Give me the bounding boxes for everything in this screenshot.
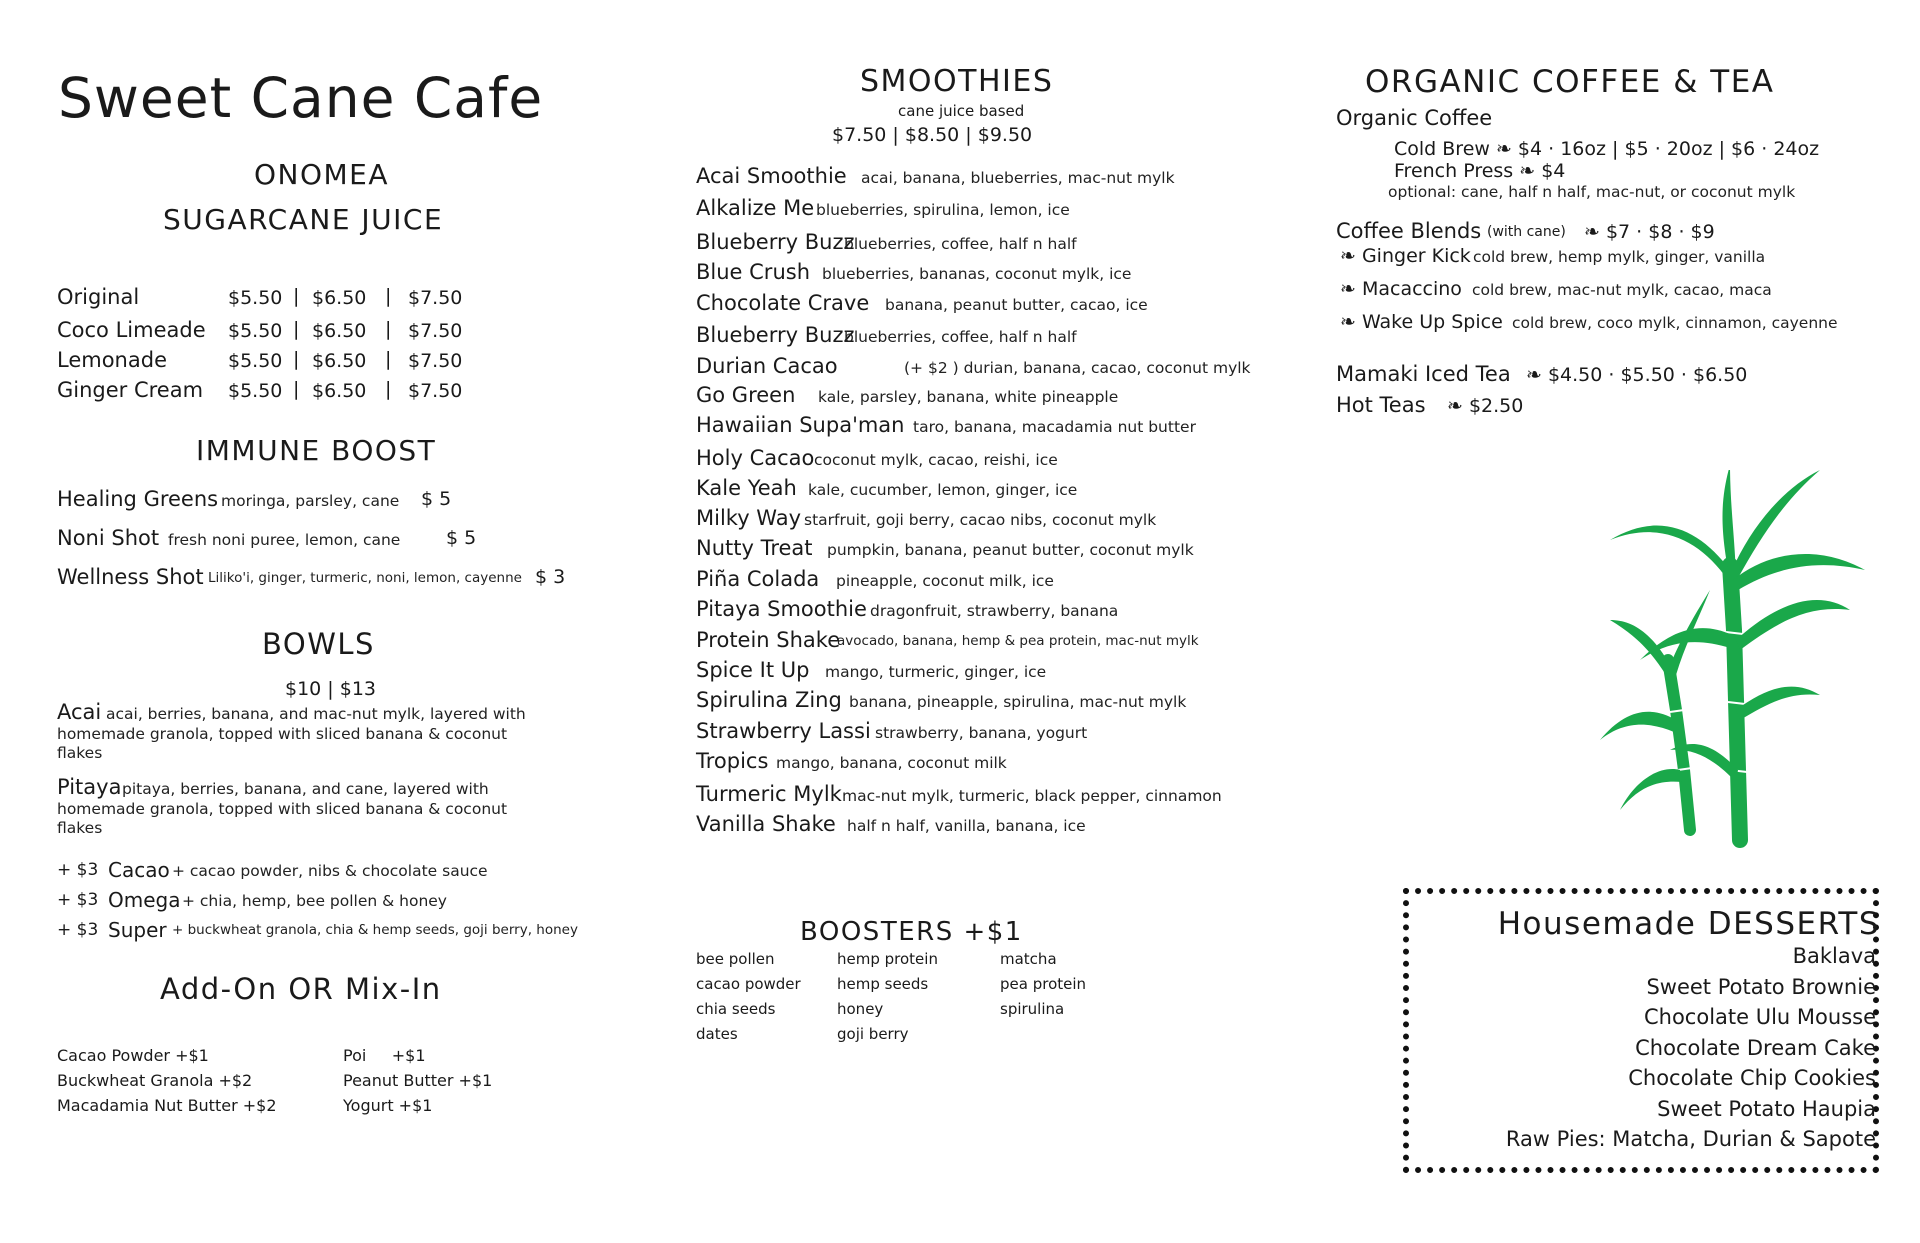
- immune-desc: fresh noni puree, lemon, cane: [168, 531, 401, 549]
- immune-name: Wellness Shot: [57, 565, 204, 589]
- smoothie-name: Holy Cacao: [696, 446, 815, 470]
- desserts-heading: Housemade DESSERTS: [1497, 906, 1880, 942]
- smoothie-desc: banana, peanut butter, cacao, ice: [885, 296, 1148, 314]
- booster-item: pea protein: [1000, 975, 1087, 993]
- price-divider: |: [385, 318, 392, 340]
- smoothie-name: Alkalize Me: [696, 196, 815, 220]
- blend-name: ❧ Ginger Kick: [1340, 245, 1471, 267]
- booster-item: matcha: [1000, 950, 1057, 968]
- smoothie-name: Turmeric Mylk: [696, 782, 842, 806]
- upgrade-name: Cacao: [108, 858, 170, 882]
- french-press-line: French Press ❧ $4: [1394, 160, 1566, 182]
- price-divider: |: [385, 378, 392, 400]
- blend-desc: cold brew, coco mylk, cinnamon, cayenne: [1512, 314, 1838, 332]
- cafe-title: Sweet Cane Cafe: [58, 66, 544, 130]
- juice-price-small: $5.50: [228, 320, 283, 342]
- dessert-item: Chocolate Dream Cake: [1635, 1035, 1876, 1060]
- price-divider: |: [293, 318, 300, 340]
- juice-price-medium: $6.50: [312, 380, 367, 402]
- smoothie-desc: acai, banana, blueberries, mac-nut mylk: [861, 169, 1175, 187]
- addon-heading: Add-On OR Mix-In: [160, 972, 442, 1006]
- price-divider: |: [293, 378, 300, 400]
- smoothie-desc: kale, cucumber, lemon, ginger, ice: [808, 481, 1078, 499]
- addon-item: Buckwheat Granola +$2: [57, 1071, 253, 1090]
- immune-price: $ 3: [535, 566, 566, 588]
- juice-price-large: $7.50: [408, 287, 463, 309]
- bowls-prices: $10 | $13: [285, 678, 377, 700]
- immune-name: Noni Shot: [57, 526, 160, 550]
- smoothie-name: Go Green: [696, 383, 796, 407]
- bowl-desc: homemade granola, topped with sliced banana & coconut: [57, 725, 508, 743]
- juice-heading-1: ONOMEA: [254, 158, 390, 191]
- smoothie-desc: kale, parsley, banana, white pineapple: [818, 388, 1119, 406]
- smoothie-name: Pitaya Smoothie: [696, 597, 867, 621]
- juice-price-medium: $6.50: [312, 350, 367, 372]
- smoothie-desc: mango, turmeric, ginger, ice: [825, 663, 1047, 681]
- addon-item: Cacao Powder +$1: [57, 1046, 209, 1065]
- upgrade-name: Super: [108, 918, 167, 942]
- hot-teas-price: ❧ $2.50: [1447, 395, 1524, 417]
- juice-name: Ginger Cream: [57, 378, 204, 402]
- coffee-blends-price: ❧ $7 · $8 · $9: [1584, 221, 1715, 243]
- smoothie-desc: banana, pineapple, spirulina, mac-nut mylk: [849, 693, 1187, 711]
- upgrade-desc: + cacao powder, nibs & chocolate sauce: [172, 862, 488, 880]
- smoothie-desc: blueberries, coffee, half n half: [844, 235, 1077, 253]
- smoothie-name: Acai Smoothie: [696, 164, 847, 188]
- organic-coffee-label: Organic Coffee: [1336, 106, 1493, 130]
- upgrade-price: + $3: [57, 890, 99, 910]
- booster-item: bee pollen: [696, 950, 775, 968]
- smoothie-name: Blue Crush: [696, 260, 811, 284]
- bowl-desc: acai, berries, banana, and mac-nut mylk, layered with: [106, 705, 526, 723]
- smoothie-desc: pumpkin, banana, peanut butter, coconut mylk: [827, 541, 1194, 559]
- dessert-item: Raw Pies: Matcha, Durian & Sapote: [1505, 1127, 1876, 1151]
- booster-item: dates: [696, 1025, 738, 1043]
- price-divider: |: [385, 348, 392, 370]
- dessert-item: Chocolate Ulu Mousse: [1643, 1005, 1876, 1029]
- mamaki-tea-label: Mamaki Iced Tea: [1336, 362, 1511, 386]
- dessert-item: Sweet Potato Brownie: [1646, 974, 1876, 999]
- smoothie-desc: (+ $2 ) durian, banana, cacao, coconut mylk: [904, 359, 1251, 377]
- immune-desc: Liliko'i, ginger, turmeric, noni, lemon, cayenne: [208, 570, 522, 586]
- immune-price: $ 5: [421, 488, 452, 510]
- juice-name: Coco Limeade: [57, 318, 206, 342]
- dessert-item: Sweet Potato Haupia: [1657, 1096, 1876, 1121]
- price-divider: |: [293, 348, 300, 370]
- juice-name: Original: [57, 285, 140, 309]
- booster-item: honey: [837, 1000, 884, 1018]
- smoothie-name: Spice It Up: [696, 658, 810, 682]
- booster-item: goji berry: [837, 1025, 909, 1043]
- upgrade-name: Omega: [108, 888, 181, 912]
- hot-teas-label: Hot Teas: [1336, 393, 1426, 417]
- booster-item: chia seeds: [696, 1000, 776, 1018]
- boosters-heading: BOOSTERS +$1: [800, 917, 1023, 947]
- smoothie-name: Blueberry Buzz: [696, 323, 855, 347]
- addon-item: Peanut Butter +$1: [343, 1071, 493, 1090]
- smoothie-desc: coconut mylk, cacao, reishi, ice: [814, 451, 1058, 469]
- blend-desc: cold brew, hemp mylk, ginger, vanilla: [1473, 248, 1766, 266]
- cold-brew-line: Cold Brew ❧ $4 · 16oz | $5 · 20oz | $6 · 24oz: [1394, 138, 1820, 160]
- smoothie-desc: taro, banana, macadamia nut butter: [913, 418, 1196, 436]
- juice-price-small: $5.50: [228, 380, 283, 402]
- smoothie-name: Protein Shake: [696, 628, 841, 652]
- immune-heading: IMMUNE BOOST: [196, 434, 437, 467]
- smoothie-name: Nutty Treat: [696, 536, 813, 560]
- smoothie-name: Spirulina Zing: [696, 688, 842, 712]
- immune-desc: moringa, parsley, cane: [221, 492, 400, 510]
- dessert-item: Baklava: [1792, 944, 1876, 968]
- price-divider: |: [293, 285, 300, 307]
- smoothie-name: Piña Colada: [696, 567, 820, 591]
- juice-price-large: $7.50: [408, 380, 463, 402]
- smoothie-name: Vanilla Shake: [696, 812, 836, 836]
- smoothie-desc: half n half, vanilla, banana, ice: [847, 817, 1086, 835]
- smoothie-name: Hawaiian Supa'man: [696, 413, 905, 437]
- juice-price-large: $7.50: [408, 320, 463, 342]
- bowls-heading: BOWLS: [262, 627, 375, 661]
- price-divider: |: [385, 285, 392, 307]
- smoothie-name: Kale Yeah: [696, 476, 797, 500]
- coffee-heading: ORGANIC COFFEE & TEA: [1365, 64, 1775, 100]
- juice-heading-2: SUGARCANE JUICE: [163, 203, 444, 236]
- immune-name: Healing Greens: [57, 487, 219, 511]
- smoothie-desc: avocado, banana, hemp & pea protein, mac-nut mylk: [837, 633, 1199, 649]
- smoothie-desc: blueberries, coffee, half n half: [844, 328, 1077, 346]
- juice-name: Lemonade: [57, 348, 167, 372]
- juice-price-large: $7.50: [408, 350, 463, 372]
- coffee-optional-note: optional: cane, half n half, mac-nut, or coconut mylk: [1388, 183, 1796, 201]
- smoothie-name: Blueberry Buzz: [696, 230, 855, 254]
- smoothie-desc: blueberries, bananas, coconut mylk, ice: [822, 265, 1132, 283]
- immune-price: $ 5: [446, 527, 477, 549]
- mamaki-tea-price: ❧ $4.50 · $5.50 · $6.50: [1526, 364, 1748, 386]
- dessert-item: Chocolate Chip Cookies: [1628, 1066, 1876, 1090]
- booster-item: cacao powder: [696, 975, 801, 993]
- smoothies-note: cane juice based: [898, 102, 1025, 120]
- juice-price-small: $5.50: [228, 350, 283, 372]
- smoothie-desc: dragonfruit, strawberry, banana: [870, 602, 1119, 620]
- addon-item: Macadamia Nut Butter +$2: [57, 1096, 277, 1115]
- addon-item: Yogurt +$1: [343, 1096, 433, 1115]
- smoothies-heading: SMOOTHIES: [860, 64, 1054, 99]
- smoothie-name: Tropics: [696, 749, 769, 773]
- booster-item: spirulina: [1000, 1000, 1065, 1018]
- smoothie-desc: blueberries, spirulina, lemon, ice: [816, 201, 1070, 219]
- juice-price-small: $5.50: [228, 287, 283, 309]
- smoothie-desc: mac-nut mylk, turmeric, black pepper, cinnamon: [842, 787, 1222, 805]
- smoothies-prices: $7.50 | $8.50 | $9.50: [832, 124, 1033, 146]
- booster-item: hemp seeds: [837, 975, 929, 993]
- upgrade-price: + $3: [57, 920, 99, 940]
- bowl-desc: homemade granola, topped with sliced banana & coconut: [57, 800, 508, 818]
- upgrade-desc: + buckwheat granola, chia & hemp seeds, goji berry, honey: [172, 922, 578, 938]
- blend-name: ❧ Macaccino: [1340, 278, 1462, 300]
- smoothie-desc: pineapple, coconut milk, ice: [836, 572, 1054, 590]
- coffee-blends-label: Coffee Blends: [1336, 219, 1482, 243]
- smoothie-name: Strawberry Lassi: [696, 719, 871, 743]
- smoothie-desc: starfruit, goji berry, cacao nibs, coconut mylk: [804, 511, 1157, 529]
- blend-name: ❧ Wake Up Spice: [1340, 311, 1503, 333]
- bowl-name: Acai: [57, 700, 102, 724]
- juice-price-medium: $6.50: [312, 320, 367, 342]
- booster-item: hemp protein: [837, 950, 938, 968]
- juice-price-medium: $6.50: [312, 287, 367, 309]
- addon-item: Poi +$1: [343, 1046, 426, 1065]
- blend-desc: cold brew, mac-nut mylk, cacao, maca: [1472, 281, 1772, 299]
- smoothie-desc: strawberry, banana, yogurt: [875, 724, 1088, 742]
- bowl-desc: pitaya, berries, banana, and cane, layered with: [122, 780, 489, 798]
- bowl-desc: flakes: [57, 744, 103, 762]
- smoothie-name: Chocolate Crave: [696, 291, 870, 315]
- coffee-blends-note: (with cane): [1487, 224, 1566, 240]
- upgrade-price: + $3: [57, 860, 99, 880]
- smoothie-name: Durian Cacao: [696, 354, 838, 378]
- bowl-name: Pitaya: [57, 775, 122, 799]
- upgrade-desc: + chia, hemp, bee pollen & honey: [182, 892, 447, 910]
- smoothie-name: Milky Way: [696, 506, 802, 530]
- sugarcane-illustration: [1580, 470, 1870, 850]
- smoothie-desc: mango, banana, coconut milk: [776, 754, 1007, 772]
- bowl-desc: flakes: [57, 819, 103, 837]
